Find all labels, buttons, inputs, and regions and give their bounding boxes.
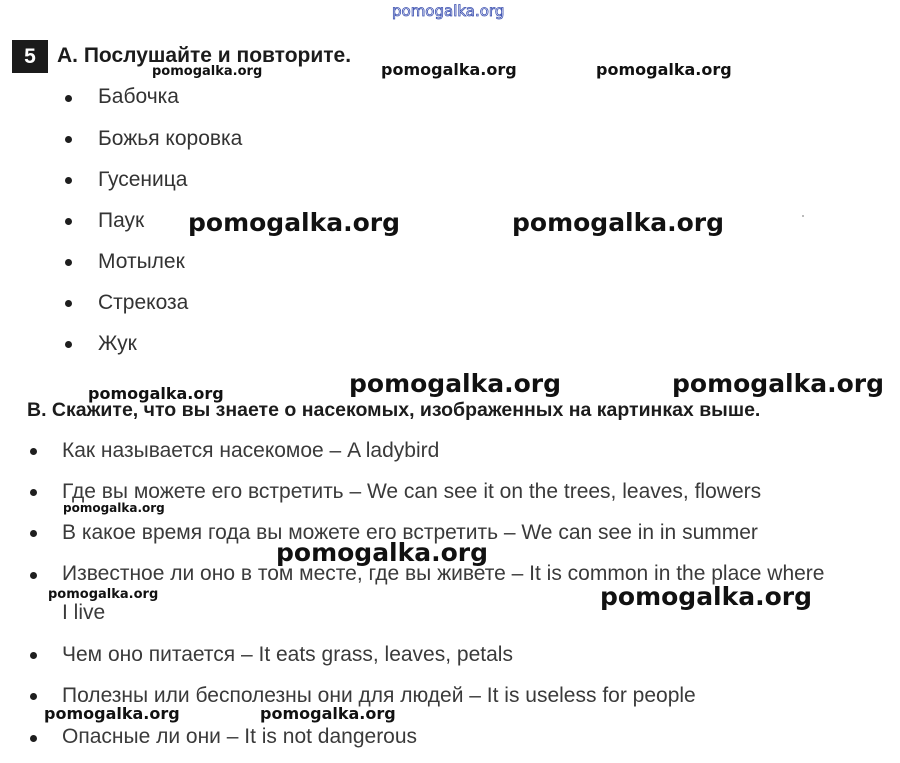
task-number-badge: 5	[12, 40, 48, 73]
list-item: Паук	[98, 209, 145, 232]
watermark: pomogalka.org	[88, 384, 224, 403]
list-item: Божья коровка	[98, 127, 243, 150]
part-b-heading: В. Скажите, что вы знаете о насекомых, изображенных на картинках выше.	[27, 399, 761, 421]
bullet-icon	[30, 448, 37, 455]
bullet-icon	[65, 259, 72, 266]
list-item: Мотылек	[98, 250, 185, 273]
bullet-icon	[65, 300, 72, 307]
watermark: pomogalka.org	[672, 369, 885, 398]
watermark: pomogalka.org	[381, 60, 517, 79]
watermark: pomogalka.org	[260, 704, 396, 723]
list-item: Известное ли оно в том месте, где вы живете – It is common in the place where	[62, 562, 825, 585]
list-item: Гусеница	[98, 168, 188, 191]
bullet-icon	[30, 735, 37, 742]
list-item: Стрекоза	[98, 291, 189, 314]
list-item: Как называется насекомое – A ladybird	[62, 439, 440, 462]
list-item: Жук	[98, 332, 137, 355]
bullet-icon	[65, 218, 72, 225]
watermark: pomogalka.org	[63, 501, 165, 515]
bullet-icon	[30, 530, 37, 537]
list-item: Где вы можете его встретить – We can see it on the trees, leaves, flowers	[62, 480, 762, 503]
scan-speck	[802, 215, 804, 217]
bullet-icon	[30, 693, 37, 700]
watermark: pomogalka.org	[276, 538, 489, 567]
bullet-icon	[65, 136, 72, 143]
bullet-icon	[30, 652, 37, 659]
part-a-heading: А. Послушайте и повторите.	[57, 44, 352, 67]
watermark: pomogalka.org	[349, 369, 562, 398]
bullet-icon	[65, 95, 72, 102]
bullet-icon	[65, 341, 72, 348]
watermark: pomogalka.org	[512, 208, 725, 237]
list-item: Чем оно питается – It eats grass, leaves, petals	[62, 643, 513, 666]
bullet-icon	[30, 572, 37, 579]
list-item: Бабочка	[98, 85, 179, 108]
list-item: Опасные ли они – It is not dangerous	[62, 725, 418, 748]
top-watermark: pomogalka.org	[392, 2, 505, 20]
watermark: pomogalka.org	[596, 60, 732, 79]
watermark: pomogalka.org	[48, 587, 159, 602]
watermark: pomogalka.org	[44, 704, 180, 723]
watermark: pomogalka.org	[152, 64, 263, 79]
list-item-continuation: I live	[62, 601, 106, 624]
bullet-icon	[65, 177, 72, 184]
watermark: pomogalka.org	[188, 208, 401, 237]
list-item: Полезны или бесполезны они для людей – It is useless for people	[62, 684, 696, 707]
list-item: В какое время года вы можете его встретить – We can see in in summer	[62, 521, 758, 544]
watermark: pomogalka.org	[600, 582, 813, 611]
bullet-icon	[30, 489, 37, 496]
